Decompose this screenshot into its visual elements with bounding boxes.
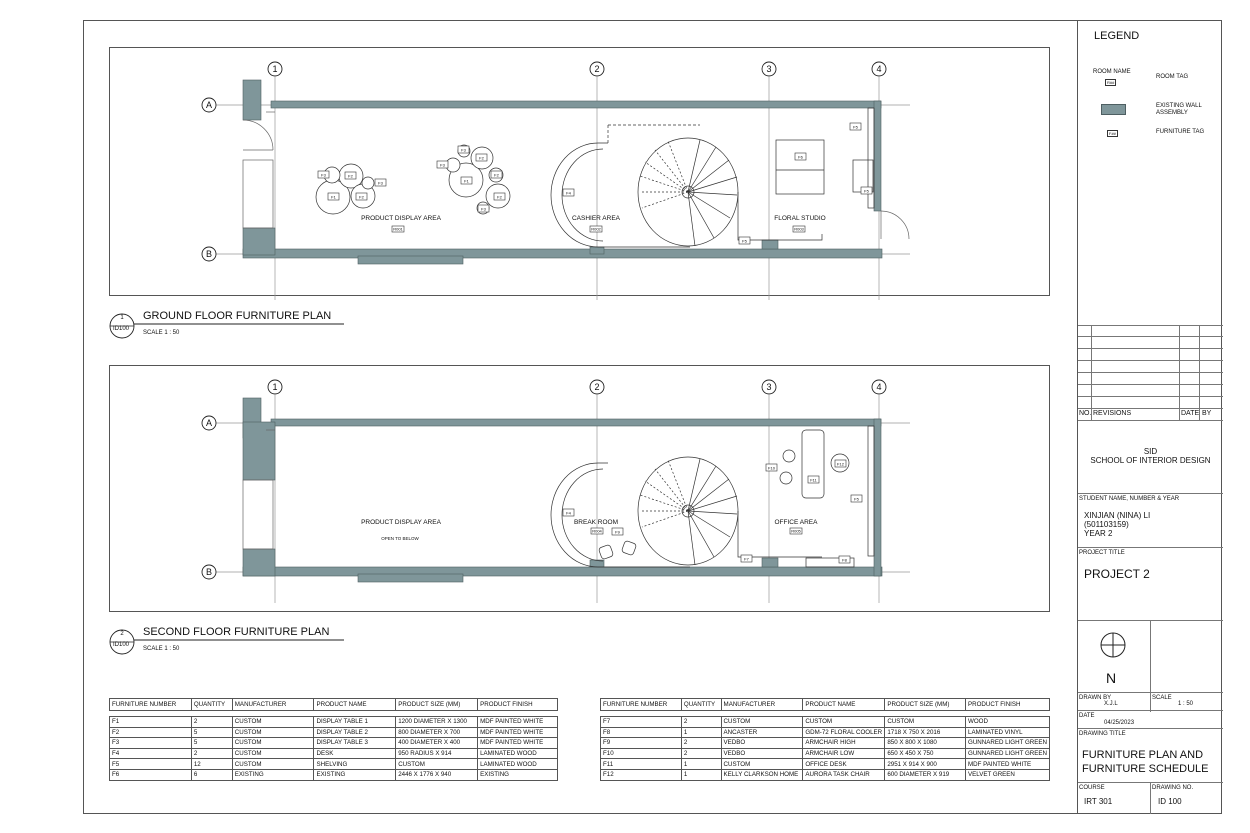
second-floor-title: SECOND FLOOR FURNITURE PLAN xyxy=(143,626,330,638)
course-label: COURSE xyxy=(1079,785,1105,791)
furniture-tag: F5 xyxy=(742,238,747,244)
furniture-tag: F10 xyxy=(768,465,775,471)
grid-label-b: B xyxy=(205,249,213,259)
table-cell: OFFICE DESK xyxy=(803,759,885,770)
date-value: 04/25/2023 xyxy=(1104,720,1135,726)
furniture-tag: F1 xyxy=(464,178,469,184)
drawing-no-value: ID 100 xyxy=(1158,797,1182,806)
divider xyxy=(1199,325,1200,420)
table-cell: DESK xyxy=(314,748,396,759)
table-cell: F6 xyxy=(110,769,192,780)
table-cell: WOOD xyxy=(966,717,1050,728)
furniture-tag: F3 xyxy=(378,180,383,186)
divider xyxy=(1150,620,1151,712)
furniture-schedule-left xyxy=(109,698,558,781)
table-cell: F5 xyxy=(110,759,192,770)
table-cell: CUSTOM xyxy=(232,748,314,759)
legend-furniture-tag-label: FURNITURE TAG xyxy=(1156,129,1205,135)
furniture-tag: F12 xyxy=(837,461,844,467)
table-cell: 5 xyxy=(191,738,232,749)
table-cell: AURORA TASK CHAIR xyxy=(803,769,885,780)
table-cell: KELLY CLARKSON HOME xyxy=(721,769,803,780)
drawn-by-label: DRAWN BY xyxy=(1079,695,1112,701)
furniture-tag: F5 xyxy=(853,124,858,130)
scale-label: SCALE xyxy=(1152,695,1172,701)
divider xyxy=(1078,408,1223,409)
schedule-header: PRODUCT SIZE (MM) xyxy=(885,699,966,711)
room-name-cashier: CASHIER AREA xyxy=(571,215,621,222)
table-cell: 2 xyxy=(191,717,232,728)
ground-floor-plan-drawing xyxy=(0,0,1250,300)
grid-label-2: 2 xyxy=(594,382,600,392)
grid-label-2: 2 xyxy=(594,64,600,74)
table-cell: 2 xyxy=(191,748,232,759)
table-cell: F11 xyxy=(601,759,682,770)
ground-floor-title: GROUND FLOOR FURNITURE PLAN xyxy=(143,310,332,322)
divider xyxy=(1078,420,1223,421)
schedule-header: MANUFACTURER xyxy=(721,699,803,711)
room-name-product-display: PRODUCT DISPLAY AREA xyxy=(361,215,441,222)
furniture-tag: F5 xyxy=(864,188,869,194)
table-cell: 1 xyxy=(681,759,721,770)
table-cell: ARMCHAIR LOW xyxy=(803,748,885,759)
drawing-title-line-2: FURNITURE SCHEDULE xyxy=(1082,763,1209,775)
title-block xyxy=(1077,20,1222,814)
table-row xyxy=(110,748,558,759)
table-cell: 5 xyxy=(191,727,232,738)
table-cell: F9 xyxy=(601,738,682,749)
table-cell: 650 X 450 X 750 xyxy=(885,748,966,759)
legend-room-tag-label: ROOM TAG xyxy=(1156,74,1189,80)
table-cell: 2 xyxy=(681,717,721,728)
ground-view-number: 1 xyxy=(120,315,124,321)
table-cell: 2 xyxy=(681,738,721,749)
room-tag: R001 xyxy=(393,226,403,232)
table-row xyxy=(110,717,558,728)
furniture-tag: F4 xyxy=(566,510,571,516)
table-cell: CUSTOM xyxy=(721,759,803,770)
table-cell: 1200 DIAMETER X 1300 xyxy=(396,717,478,728)
table-cell: 600 DIAMETER X 919 xyxy=(885,769,966,780)
schedule-header: PRODUCT SIZE (MM) xyxy=(396,699,478,711)
divider xyxy=(1078,692,1223,693)
table-cell: LAMINATED WOOD xyxy=(478,759,558,770)
legend-furniture-tag-symbol: F## xyxy=(1109,131,1116,136)
legend-title: LEGEND xyxy=(1094,30,1140,42)
divider xyxy=(1091,325,1092,420)
table-cell: F7 xyxy=(601,717,682,728)
table-cell: LAMINATED VINYL xyxy=(966,727,1050,738)
table-cell: DISPLAY TABLE 1 xyxy=(314,717,396,728)
room-name-product-display: PRODUCT DISPLAY AREA xyxy=(361,519,441,526)
table-cell: GUNNARED LIGHT GREEN xyxy=(966,738,1050,749)
table-cell: 2 xyxy=(681,748,721,759)
table-cell: 2446 X 1776 X 940 xyxy=(396,769,478,780)
school-line-1: SID xyxy=(1143,447,1158,456)
second-view-number: 2 xyxy=(120,631,124,637)
table-row xyxy=(110,769,558,780)
divider xyxy=(1078,547,1223,548)
table-row xyxy=(601,759,1050,770)
grid-label-3: 3 xyxy=(766,382,772,392)
table-cell: MDF PAINTED WHITE xyxy=(478,738,558,749)
room-tag: R003 xyxy=(794,226,804,232)
grid-label-a: A xyxy=(205,418,213,428)
table-cell: F1 xyxy=(110,717,192,728)
second-view-sheet: ID100 xyxy=(113,642,130,648)
legend-wall-label: EXISTING WALL ASSEMBLY xyxy=(1156,103,1202,116)
furniture-tag: F2 xyxy=(479,155,484,161)
table-row xyxy=(601,727,1050,738)
grid-label-1: 1 xyxy=(272,64,278,74)
school-line-2: SCHOOL OF INTERIOR DESIGN xyxy=(1090,456,1211,465)
table-cell: MDF PAINTED WHITE xyxy=(478,717,558,728)
table-cell: CUSTOM xyxy=(885,717,966,728)
table-cell: F8 xyxy=(601,727,682,738)
furniture-tag: F3 xyxy=(440,162,445,168)
drawn-by-value: X.J.L xyxy=(1104,701,1118,707)
divider xyxy=(1078,384,1223,385)
table-cell: 800 DIAMETER X 700 xyxy=(396,727,478,738)
schedule-header: QUANTITY xyxy=(191,699,232,711)
table-cell: SHELVING xyxy=(314,759,396,770)
grid-label-a: A xyxy=(205,100,213,110)
furniture-tag: F2 xyxy=(348,173,353,179)
table-cell: GDM-72 FLORAL COOLER xyxy=(803,727,885,738)
table-cell: ANCASTER xyxy=(721,727,803,738)
divider xyxy=(1078,710,1223,711)
table-row xyxy=(110,738,558,749)
table-cell: CUSTOM xyxy=(396,759,478,770)
table-cell: 850 X 800 X 1080 xyxy=(885,738,966,749)
furniture-schedule-right xyxy=(600,698,1050,781)
grid-label-4: 4 xyxy=(876,382,882,392)
table-cell: 1718 X 750 X 2016 xyxy=(885,727,966,738)
date-label: DATE xyxy=(1079,713,1095,719)
divider xyxy=(1078,372,1223,373)
table-cell: EXISTING xyxy=(232,769,314,780)
second-floor-plan-drawing xyxy=(0,360,1250,610)
table-cell: CUSTOM xyxy=(232,759,314,770)
room-tag: R002 xyxy=(591,226,601,232)
table-cell: F10 xyxy=(601,748,682,759)
table-cell: ARMCHAIR HIGH xyxy=(803,738,885,749)
furniture-tag: F2 xyxy=(359,194,364,200)
legend-room-name-label: ROOM NAME xyxy=(1093,69,1131,75)
revisions-header: REVISIONS xyxy=(1093,410,1132,417)
table-row xyxy=(110,727,558,738)
table-cell: 6 xyxy=(191,769,232,780)
furniture-tag: F3 xyxy=(321,172,326,178)
room-tag: R005 xyxy=(791,528,801,534)
table-cell: VEDBO xyxy=(721,748,803,759)
table-row xyxy=(601,717,1050,728)
table-cell: CUSTOM xyxy=(232,727,314,738)
revisions-by-header: BY xyxy=(1202,410,1212,417)
legend-room-tag-symbol: R## xyxy=(1107,80,1115,85)
room-name-office-area: OFFICE AREA xyxy=(774,519,818,526)
divider xyxy=(1150,782,1151,814)
furniture-tag: F9 xyxy=(615,529,620,535)
table-cell: EXISTING xyxy=(478,769,558,780)
schedule-header: PRODUCT NAME xyxy=(314,699,396,711)
furniture-tag: F5 xyxy=(854,496,859,502)
furniture-tag: F3 xyxy=(481,206,486,212)
room-name-break-room: BREAK ROOM xyxy=(573,519,619,526)
furniture-tag: F2 xyxy=(497,194,502,200)
table-cell: 1 xyxy=(681,727,721,738)
table-cell: 1 xyxy=(681,769,721,780)
table-cell: LAMINATED WOOD xyxy=(478,748,558,759)
table-cell: GUNNARED LIGHT GREEN xyxy=(966,748,1050,759)
legend-wall-swatch xyxy=(1101,104,1126,115)
schedule-header: PRODUCT FINISH xyxy=(966,699,1050,711)
furniture-tag: F4 xyxy=(566,190,571,196)
grid-label-1: 1 xyxy=(272,382,278,392)
table-cell: DISPLAY TABLE 3 xyxy=(314,738,396,749)
schedule-header: FURNITURE NUMBER xyxy=(110,699,192,711)
furniture-tag: F3 xyxy=(461,147,466,153)
student-number: (501103159) xyxy=(1084,520,1129,529)
grid-label-4: 4 xyxy=(876,64,882,74)
table-cell: CUSTOM xyxy=(232,717,314,728)
table-cell: VELVET GREEN xyxy=(966,769,1050,780)
table-cell: 12 xyxy=(191,759,232,770)
course-value: IRT 301 xyxy=(1084,797,1113,806)
table-cell: F3 xyxy=(110,738,192,749)
furniture-tag: F1 xyxy=(331,194,336,200)
scale-value: 1 : 50 xyxy=(1178,701,1194,707)
table-cell: MDF PAINTED WHITE xyxy=(966,759,1050,770)
furniture-tag: F2 xyxy=(494,172,499,178)
divider xyxy=(1078,728,1223,729)
table-cell: EXISTING xyxy=(314,769,396,780)
student-name: XINJIAN (NINA) LI xyxy=(1084,511,1151,520)
table-cell: CUSTOM xyxy=(721,717,803,728)
furniture-tag: F7 xyxy=(744,556,749,562)
table-cell: MDF PAINTED WHITE xyxy=(478,727,558,738)
north-arrow-icon xyxy=(1098,630,1128,660)
schedule-header: MANUFACTURER xyxy=(232,699,314,711)
table-row xyxy=(601,748,1050,759)
divider xyxy=(1078,396,1223,397)
student-year: YEAR 2 xyxy=(1084,529,1113,538)
revisions-date-header: DATE xyxy=(1181,410,1200,417)
table-row xyxy=(601,769,1050,780)
divider xyxy=(1179,325,1180,420)
grid-label-b: B xyxy=(205,567,213,577)
ground-view-sheet: ID100 xyxy=(113,326,130,332)
divider xyxy=(1078,360,1223,361)
second-floor-scale: SCALE 1 : 50 xyxy=(143,646,180,652)
table-cell: F4 xyxy=(110,748,192,759)
project-title: PROJECT 2 xyxy=(1084,567,1150,581)
divider xyxy=(1078,336,1223,337)
table-row xyxy=(601,738,1050,749)
student-label: STUDENT NAME, NUMBER & YEAR xyxy=(1079,496,1180,502)
schedule-header: PRODUCT NAME xyxy=(803,699,885,711)
table-cell: 950 RADIUS X 914 xyxy=(396,748,478,759)
revisions-no-header: NO. xyxy=(1079,410,1092,417)
furniture-tag: F11 xyxy=(810,477,817,483)
north-label: N xyxy=(1106,670,1117,686)
table-cell: F12 xyxy=(601,769,682,780)
schedule-header: PRODUCT FINISH xyxy=(478,699,558,711)
open-to-below-note: OPEN TO BELOW xyxy=(381,536,419,541)
ground-floor-scale: SCALE 1 : 50 xyxy=(143,330,180,336)
table-cell: 2951 X 914 X 900 xyxy=(885,759,966,770)
drawing-no-label: DRAWING NO. xyxy=(1152,785,1194,791)
project-label: PROJECT TITLE xyxy=(1079,550,1125,556)
schedule-header: FURNITURE NUMBER xyxy=(601,699,682,711)
furniture-tag: F6 xyxy=(798,154,803,160)
grid-label-3: 3 xyxy=(766,64,772,74)
table-cell: DISPLAY TABLE 2 xyxy=(314,727,396,738)
drawing-title-line-1: FURNITURE PLAN AND xyxy=(1082,749,1204,761)
table-cell: VEDBO xyxy=(721,738,803,749)
divider xyxy=(1078,325,1223,326)
table-cell: F2 xyxy=(110,727,192,738)
divider xyxy=(1078,348,1223,349)
room-tag: R004 xyxy=(592,528,602,534)
table-cell: 400 DIAMETER X 400 xyxy=(396,738,478,749)
divider xyxy=(1078,493,1223,494)
furniture-tag: F8 xyxy=(842,557,847,563)
schedule-header: QUANTITY xyxy=(681,699,721,711)
table-row xyxy=(110,759,558,770)
drawing-title-label: DRAWING TITLE xyxy=(1079,731,1126,737)
room-name-floral-studio: FLORAL STUDIO xyxy=(774,215,826,222)
table-cell: CUSTOM xyxy=(803,717,885,728)
table-cell: CUSTOM xyxy=(232,738,314,749)
